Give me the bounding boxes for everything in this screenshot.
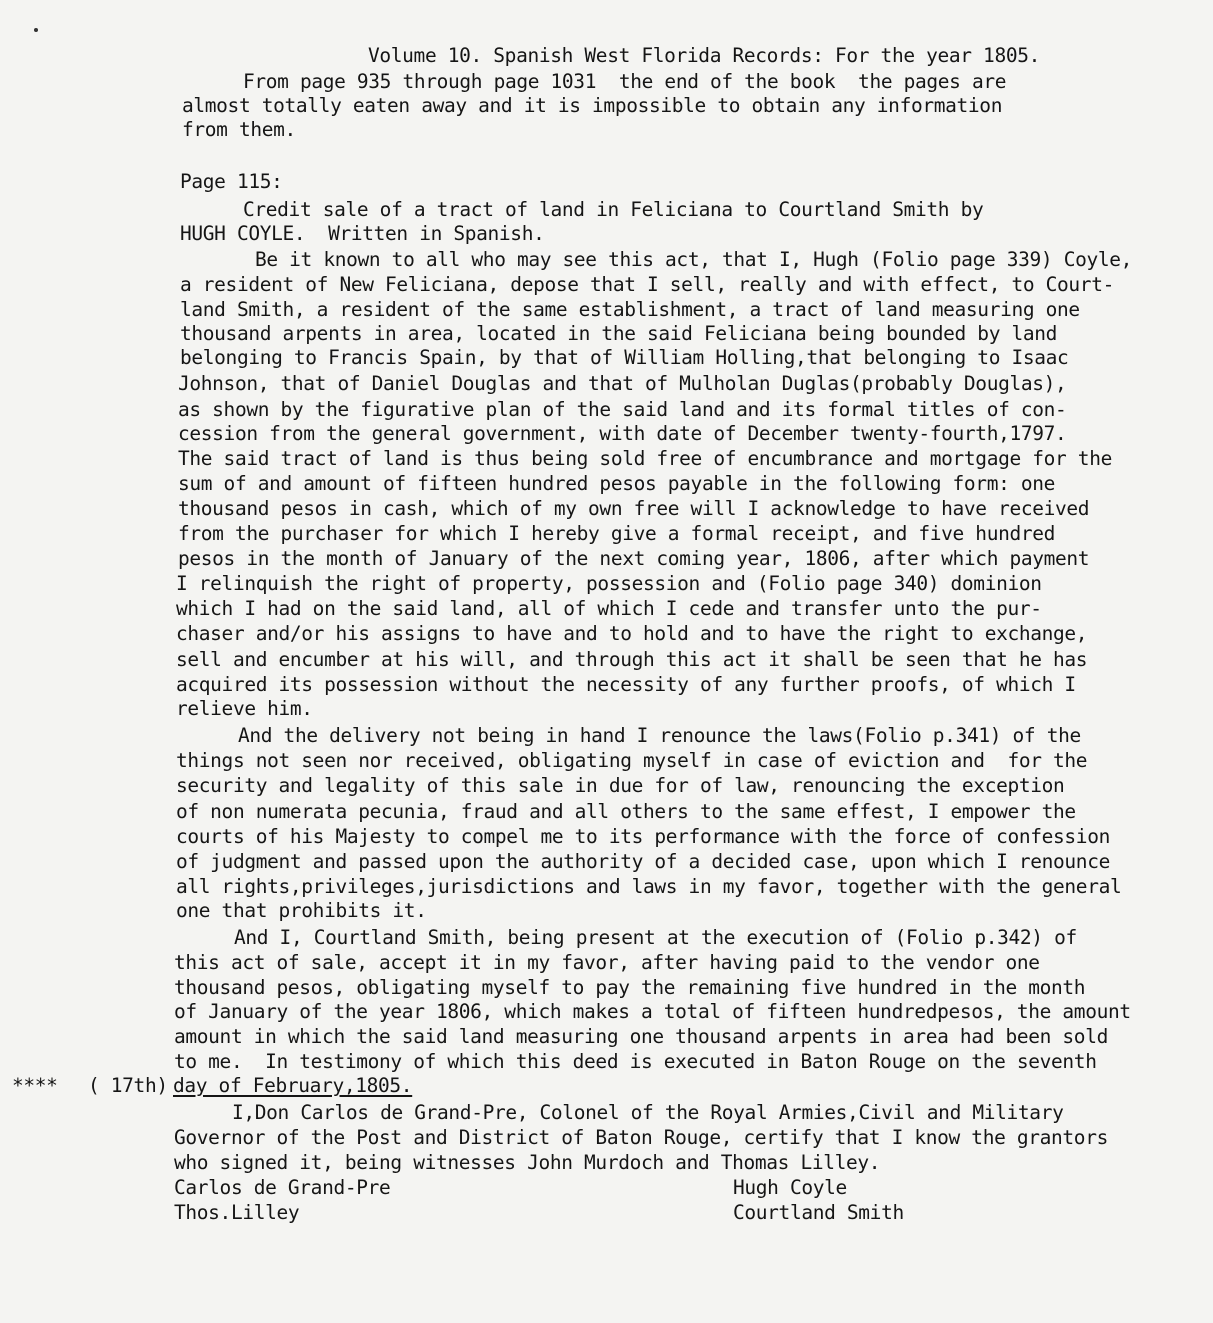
signature-left: Carlos de Grand-Pre — [174, 1176, 391, 1199]
margin-mark: **** — [12, 1074, 58, 1097]
para2-line: of non numerata pecunia, fraud and all others to the same effest, I empower the — [176, 800, 1076, 823]
note-line: from them. — [182, 118, 296, 141]
para1-line: The said tract of land is thus being sold free of encumbrance and mortgage for the — [178, 447, 1112, 470]
paper-speck — [34, 28, 38, 32]
summary-line: Credit sale of a tract of land in Feliciana to Courtland Smith by — [243, 198, 984, 221]
para1-line: relieve him. — [176, 697, 313, 720]
para2-line: And the delivery not being in hand I renounce the laws(Folio p.341) of the — [238, 724, 1081, 747]
para1-line: Johnson, that of Daniel Douglas and that of Mulholan Duglas(probably Douglas), — [178, 372, 1067, 395]
signature-right: Hugh Coyle — [733, 1176, 847, 1199]
para1-line: belonging to Francis Spain, by that of William Holling,that belonging to Isaac — [180, 346, 1069, 369]
date-line: day of February,1805. — [173, 1074, 413, 1097]
para2-line: security and legality of this sale in due for of law, renouncing the exception — [176, 774, 1065, 797]
para2-line: all rights,privileges,jurisdictions and laws in my favor, together with the general — [176, 875, 1122, 898]
para1-line: pesos in the month of January of the next coming year, 1806, after which payment — [178, 547, 1090, 570]
para3-line: amount in which the said land measuring one thousand arpents in area had been sold — [174, 1025, 1108, 1048]
para2-line: courts of his Majesty to compel me to its performance with the force of confession — [176, 825, 1110, 848]
para4-line: Governor of the Post and District of Baton Rouge, certify that I know the grantors — [174, 1126, 1108, 1149]
para1-line: I relinquish the right of property, possession and (Folio page 340) dominion — [176, 572, 1042, 595]
para1-line: sell and encumber at his will, and through this act it shall be seen that he has — [176, 648, 1088, 671]
date-prefix: ( 17th) — [88, 1074, 168, 1097]
para1-line: a resident of New Feliciana, depose that I sell, really and with effect, to Court- — [180, 273, 1114, 296]
para4-line: who signed it, being witnesses John Murdoch and Thomas Lilley. — [174, 1151, 881, 1174]
para1-line: as shown by the figurative plan of the said land and its formal titles of con- — [178, 398, 1067, 421]
para2-line: of judgment and passed upon the authority of a decided case, upon which I renounce — [176, 850, 1110, 873]
para2-line: one that prohibits it. — [176, 899, 427, 922]
para1-line: sum of and amount of fifteen hundred pesos payable in the following form: one — [178, 472, 1056, 495]
para1-line: Be it known to all who may see this act, that I, Hugh (Folio page 339) Coyle, — [255, 248, 1133, 271]
summary-line: HUGH COYLE. Written in Spanish. — [180, 222, 545, 245]
para3-line: thousand pesos, obligating myself to pay the remaining five hundred in the month — [174, 976, 1086, 999]
para3-line: this act of sale, accept it in my favor, after having paid to the vendor one — [174, 951, 1040, 974]
para3-line: of January of the year 1806, which makes a total of fifteen hundredpesos, the amount — [174, 1000, 1131, 1023]
note-line: almost totally eaten away and it is impossible to obtain any information — [182, 94, 1003, 117]
para3-line: And I, Courtland Smith, being present at the execution of (Folio p.342) of — [234, 926, 1077, 949]
document-title: Volume 10. Spanish West Florida Records: For the year 1805. — [368, 44, 1041, 67]
para2-line: things not seen nor received, obligating myself in case of eviction and for the — [176, 749, 1088, 772]
para1-line: thousand pesos in cash, which of my own free will I acknowledge to have received — [178, 497, 1090, 520]
para1-line: from the purchaser for which I hereby give a formal receipt, and five hundred — [178, 522, 1056, 545]
para1-line: thousand arpents in area, located in the said Feliciana being bounded by land — [180, 322, 1058, 345]
para4-line: I,Don Carlos de Grand-Pre, Colonel of the Royal Armies,Civil and Military — [232, 1101, 1064, 1124]
para1-line: acquired its possession without the necessity of any further proofs, of which I — [176, 673, 1076, 696]
signature-left: Thos.Lilley — [174, 1201, 300, 1224]
para1-line: which I had on the said land, all of which I cede and transfer unto the pur- — [176, 597, 1042, 620]
signature-right: Courtland Smith — [733, 1201, 904, 1224]
para1-line: chaser and/or his assigns to have and to hold and to have the right to exchange, — [176, 622, 1088, 645]
para1-line: land Smith, a resident of the same establishment, a tract of land measuring one — [180, 298, 1080, 321]
page-reference: Page 115: — [180, 170, 283, 193]
para3-line: to me. In testimony of which this deed is executed in Baton Rouge on the seventh — [174, 1050, 1097, 1073]
para1-line: cession from the general government, with date of December twenty-fourth,1797. — [178, 422, 1067, 445]
note-line: From page 935 through page 1031 the end of the book the pages are — [243, 70, 1007, 93]
